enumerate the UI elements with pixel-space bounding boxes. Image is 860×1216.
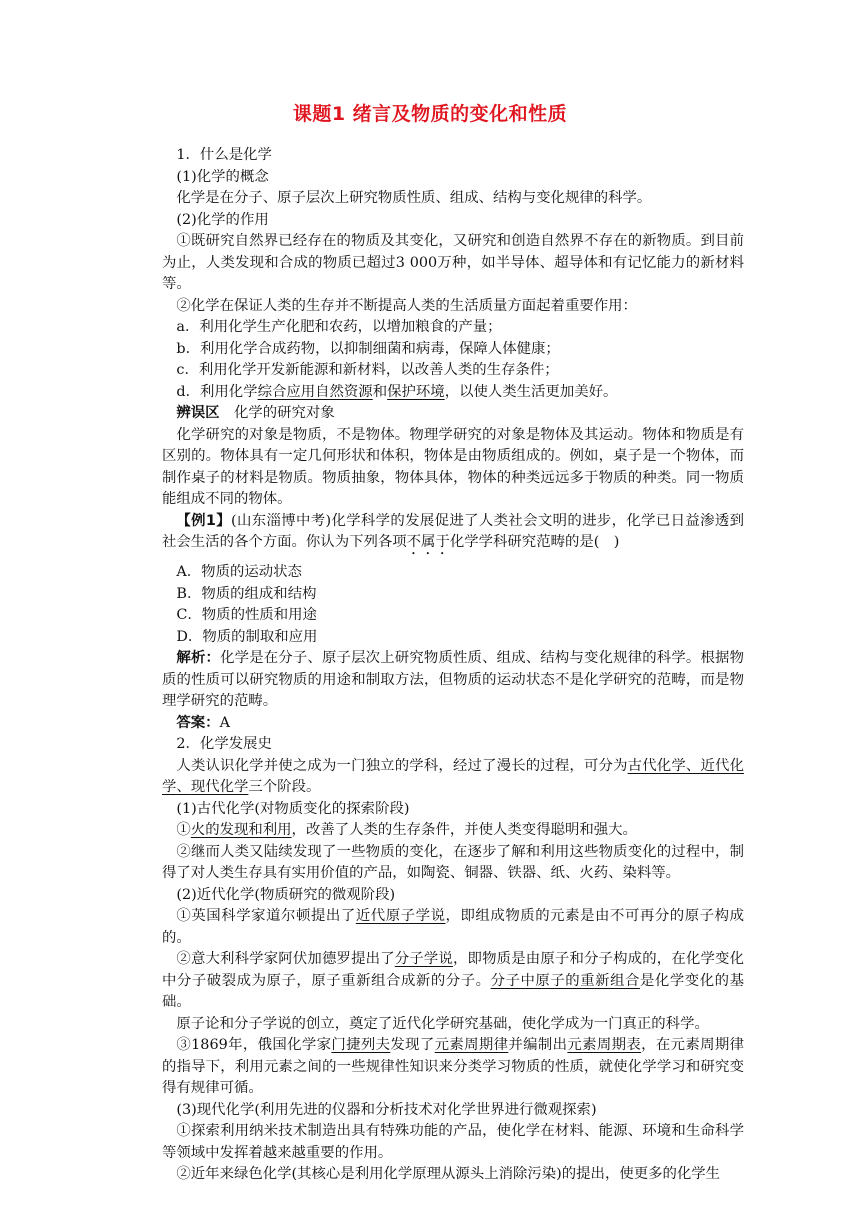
text-run: ，即物质是由原子和分子构成的，在化学变化中分子破裂成为原子，原子重新组合成新的分子。 bbox=[162, 951, 744, 989]
text-run: ① bbox=[176, 822, 191, 838]
paragraph: ②近年来绿色化学(其核心是利用化学原理从源头上消除污染)的提出，使更多的化学生 bbox=[176, 1166, 721, 1182]
paragraph bbox=[162, 949, 744, 1014]
underlined-term: 保护环境 bbox=[387, 383, 445, 400]
analysis bbox=[162, 648, 744, 713]
page-title: 课题1 绪言及物质的变化和性质 bbox=[292, 103, 568, 125]
document-body bbox=[162, 145, 744, 1186]
section-1-heading: 1．什么是化学 bbox=[176, 147, 272, 163]
text-run: 发现了 bbox=[390, 1037, 435, 1053]
answer-label: 答案： bbox=[176, 714, 220, 731]
underlined-term: 近代化学 bbox=[162, 757, 744, 795]
underlined-term: 元素周期表 bbox=[567, 1037, 642, 1053]
underlined-term: 综合应用自然资源 bbox=[257, 383, 373, 400]
option-d: D．物质的制取和应用 bbox=[176, 628, 318, 645]
text-run: 和 bbox=[372, 383, 388, 400]
option-a: A．物质的运动状态 bbox=[176, 564, 302, 580]
paragraph bbox=[162, 906, 744, 949]
paragraph bbox=[162, 1035, 744, 1100]
text-run: 、 bbox=[176, 779, 191, 795]
section-2-1-heading: (1)古代化学(对物质变化的探索阶段) bbox=[176, 800, 410, 817]
tip-label: 辨误区 bbox=[176, 405, 220, 421]
text-run: (山东淄博中考)化学科学的发展促进了人类社会文明的进步，化学已日益渗透到社会生活的各个方面。你认为下列各项 bbox=[162, 512, 745, 550]
list-item: a．利用化学生产化肥和农药，以增加粮食的产量； bbox=[176, 319, 502, 335]
text-run: 、 bbox=[685, 757, 701, 774]
paragraph: ②化学在保证人类的生存并不断提高人类的生活质量方面起着重要作用： bbox=[176, 297, 637, 314]
underlined-term: 近代原子学说 bbox=[355, 908, 446, 924]
tip-text: 化学研究的对象是物质，不是物体。物理学研究的对象是物体及其运动。物体和物质是有区别的。物体具有一定几何形状和体积，物体是由物质组成的。例如，桌子是一个物体，而制作桌子的材料是物质。物质抽象，物体具体，物体的种类远远多于物质的种类。同一物质能组成不同的物体。 bbox=[162, 426, 744, 507]
underlined-term: 元素周期律 bbox=[434, 1037, 509, 1053]
paragraph: ②继而人类又陆续发现了一些物质的变化，在逐步了解和利用这些物质变化的过程中，制得了对人类生存具有实用价值的产品，如陶瓷、铜器、铁器、纸、火药、染料等。 bbox=[162, 843, 744, 881]
answer-value: A bbox=[219, 714, 230, 731]
paragraph: ①探索利用纳米技术制造出具有特殊功能的产品，使化学在材料、能源、环境和生命科学等领域中发挥着越来越重要的作用。 bbox=[162, 1123, 744, 1161]
example-label: 【例1】 bbox=[176, 512, 232, 529]
text-run: 人类认识化学并使之成为一门独立的学科，经过了漫长的过程，可分为 bbox=[176, 757, 628, 774]
section-1-1-text: 化学是在分子、原子层次上研究物质性质、组成、结构与变化规律的科学。 bbox=[176, 190, 652, 206]
underlined-term: 分子中原子的重新组合 bbox=[490, 972, 640, 989]
option-c: C．物质的性质和用途 bbox=[176, 607, 317, 623]
underlined-term: 分子学说 bbox=[394, 951, 453, 967]
list-item: b．利用化学合成药物，以抑制细菌和病毒，保障人体健康； bbox=[176, 340, 560, 357]
answer bbox=[162, 713, 744, 735]
paragraph: ①既研究自然界已经存在的物质及其变化，又研究和创造自然界不存在的新物质。到目前为止，人类发现和合成的物质已超过3 000万种，如半导体、超导体和有记忆能力的新材料等。 bbox=[162, 233, 744, 292]
text-run: ②意大利科学家阿伏加德罗提出了 bbox=[176, 951, 395, 967]
text-run: 是化学变化的基础。 bbox=[162, 972, 744, 1010]
section-2-3-heading: (3)现代化学(利用先进的仪器和分析技术对化学世界进行微观探索) bbox=[176, 1101, 597, 1118]
list-item bbox=[162, 382, 744, 404]
section-2-heading: 2．化学发展史 bbox=[176, 736, 272, 752]
section-1-2-heading: (2)化学的作用 bbox=[176, 211, 269, 228]
underlined-term: 火的发现和利用 bbox=[190, 822, 292, 838]
underlined-term: 现代化学 bbox=[190, 779, 249, 795]
text-run: ①英国科学家道尔顿提出了 bbox=[176, 908, 356, 924]
tip-title: 化学的研究对象 bbox=[219, 405, 335, 421]
text-run: ，在元素周期律的指导下，利用元素之间的一些规律性知识来分类学习物质的性质，就使化学学习和研究变得有规律可循。 bbox=[162, 1037, 744, 1096]
text-run: d．利用化学 bbox=[176, 383, 258, 400]
paragraph bbox=[162, 820, 744, 842]
text-run: 三个阶段。 bbox=[248, 779, 321, 795]
text-run: 化学学科研究范畴的是( ) bbox=[449, 534, 620, 550]
text-run: ，以使人类生活更加美好。 bbox=[444, 383, 618, 400]
option-b: B．物质的组成和结构 bbox=[176, 585, 317, 602]
analysis-text: 化学是在分子、原子层次上研究物质性质、组成、结构与变化规律的科学。根据物质的性质可以研究物质的用途和制取方法，但物质的运动状态不是化学研究的范畴，而是物理学研究的范畴。 bbox=[162, 650, 744, 709]
section-2-2-heading: (2)近代化学(物质研究的微观阶段) bbox=[176, 886, 396, 903]
tip-heading bbox=[162, 403, 744, 425]
analysis-label: 解析： bbox=[176, 650, 221, 666]
paragraph: 原子论和分子学说的创立，奠定了近代化学研究基础，使化学成为一门真正的科学。 bbox=[176, 1015, 709, 1032]
underlined-term: 门捷列夫 bbox=[331, 1037, 391, 1053]
section-1-1-heading: (1)化学的概念 bbox=[176, 168, 269, 185]
paragraph bbox=[162, 756, 744, 799]
text-run: 并编制出 bbox=[508, 1037, 568, 1053]
text-run: ③1869年，俄国化学家 bbox=[176, 1037, 332, 1053]
text-run: ，即组成物质的元素是由不可再分的原子构成的。 bbox=[162, 908, 744, 946]
example-question bbox=[162, 511, 744, 559]
emphasized-term: 不属于 bbox=[406, 534, 450, 550]
text-run: ，改善了人类的生存条件，并使人类变得聪明和强大。 bbox=[291, 822, 637, 838]
list-item: c．利用化学开发新能源和新材料，以改善人类的生存条件； bbox=[176, 362, 559, 378]
underlined-term: 古代化学 bbox=[627, 757, 686, 774]
